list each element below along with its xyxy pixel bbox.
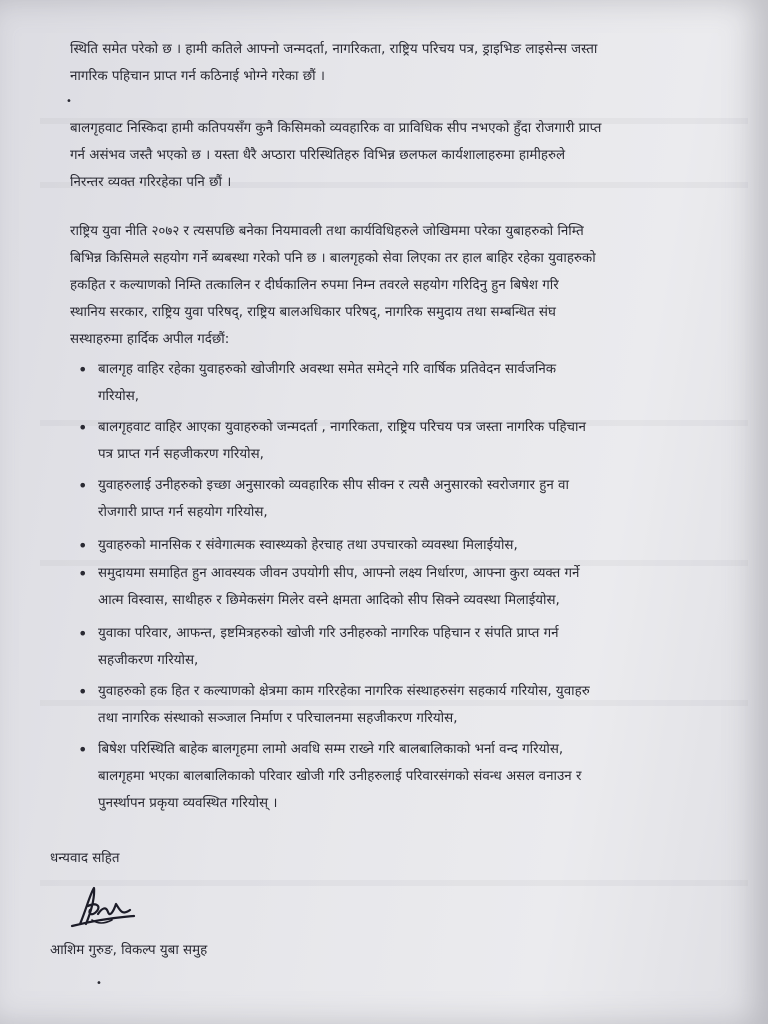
- list-item: [98, 560, 738, 614]
- text-line: रोजगारी प्राप्त गर्न सहयोग गरियोस,: [98, 505, 268, 520]
- bullet-marker: •: [78, 564, 88, 583]
- text-line: युवाहरुको हक हित र कल्याणको क्षेत्रमा काम गरिरहेका नागरिक संस्थाहरुसंग सहकार्य गरियोस, युवाहरु: [98, 684, 590, 699]
- bullet-marker: •: [78, 360, 88, 379]
- text-line: पत्र प्राप्त गर्न सहजीकरण गरियोस,: [98, 447, 264, 462]
- bullet-marker: •: [78, 476, 88, 495]
- bullet-marker: •: [78, 536, 88, 555]
- list-item: [98, 472, 738, 526]
- text-line: आत्म विस्वास, साथीहरु र छिमेकसंग मिलेर वस्ने क्षमता आदिको सीप सिक्ने व्यवस्था मिलाईयोस,: [98, 593, 560, 608]
- text-line: बालगृहमा भएका बालबालिकाको परिवार खोजी गरि उनीहरुलाई परिवारसंगको संवन्ध असल वनाउन र: [98, 769, 582, 784]
- text-line: हकहित र कल्याणको निम्ति तत्कालिन र दीर्घकालिन रुपमा निम्न तवरले सहयोग गरिदिनु हुन बिषेश गरि: [70, 278, 559, 293]
- text-line: राष्ट्रिय युवा नीति २०७२ र त्यसपछि बनेका नियमावली तथा कार्यविधिहरुले जोखिममा परेका युबाहरुको निम्ति: [70, 224, 584, 239]
- text-line: बिभिन्न किसिमले सहयोग गर्ने ब्यबस्था गरेको पनि छ । बालगृहको सेवा लिएका तर हाल बाहिर रहेका युवाहरुको: [70, 251, 596, 266]
- signature-icon: [68, 880, 138, 932]
- text-line: बालगृहवाट निस्किदा हामी कतिपयसँग कुनै किसिमको व्यवहारिक वा प्राविधिक सीप नभएको हुँदा रोजगारी प्राप्त: [70, 121, 602, 136]
- text-line: निरन्तर व्यक्त गरिरहेका पनि छौं ।: [70, 175, 232, 190]
- text-line: स्थानिय सरकार, राष्ट्रिय युवा परिषद्, राष्ट्रिय बालअधिकार परिषद्, नागरिक समुदाय तथा सम्बन्धित संघ: [70, 305, 556, 320]
- text-line: पुनर्स्थापन प्रकृया व्यवस्थित गरियोस् ।: [98, 796, 278, 811]
- paragraph-youth-policy-appeal: [70, 218, 735, 353]
- paragraph-identity-difficulty: [70, 36, 735, 90]
- ink-dot: •: [66, 96, 72, 107]
- text-line: नागरिक पहिचान प्राप्त गर्न कठिनाई भोग्ने गरेका छौं ।: [70, 69, 325, 84]
- text-line: सस्थाहरुमा हार्दिक अपील गर्दछौं:: [70, 332, 230, 347]
- signatory-name: आशिम गुरुङ, विकल्प युबा समुह: [50, 943, 208, 958]
- bleed-through: [40, 880, 748, 886]
- text-line: बालगृह वाहिर रहेका युवाहरुको खोजीगरि अवस्था समेत समेट्ने गरि वार्षिक प्रतिवेदन सार्वजनिक: [98, 362, 557, 377]
- bullet-marker: •: [78, 624, 88, 643]
- list-item: [98, 620, 738, 674]
- ink-dot: •: [96, 978, 102, 989]
- bullet-marker: •: [78, 418, 88, 437]
- bullet-marker: •: [78, 740, 88, 759]
- text-line: युवाहरुलाई उनीहरुको इच्छा अनुसारको व्यवहारिक सीप सीक्न र त्यसै अनुसारको स्वरोजगार हुन वा: [98, 478, 569, 493]
- paragraph-skills-employment: [70, 115, 735, 196]
- text-line: युवाका परिवार, आफन्त, इष्टमित्रहरुको खोजी गरि उनीहरुको नागरिक पहिचान र संपति प्राप्त गर्न: [98, 626, 559, 641]
- text-line: युवाहरुको मानसिक र संवेगात्मक स्वास्थ्यको हेरचाह तथा उपचारको व्यवस्था मिलाईयोस,: [98, 538, 518, 553]
- text-line: गर्न असंभव जस्तै भएको छ । यस्ता धैरै अप्ठारा परिस्थितिहरु विभिन्न छलफल कार्यशालाहरुमा हामीहरुले: [70, 148, 566, 163]
- text-line: गरियोस,: [98, 389, 140, 404]
- list-item: [98, 356, 738, 410]
- bullet-marker: •: [78, 682, 88, 701]
- text-line: समुदायमा समाहित हुन आवस्यक जीवन उपयोगी सीप, आफ्नो लक्ष्य निर्धारण, आफ्ना कुरा व्यक्त गर्ने: [98, 566, 580, 581]
- list-item: [98, 414, 738, 468]
- text-line: बालगृहवाट वाहिर आएका युवाहरुको जन्मदर्ता , नागरिकता, राष्ट्रिय परिचय पत्र जस्ता नागरिक पहिचान: [98, 420, 586, 435]
- text-line: तथा नागरिक संस्थाको सञ्जाल निर्माण र परिचालनमा सहजीकरण गरियोस,: [98, 711, 458, 726]
- text-line: सहजीकरण गरियोस,: [98, 653, 199, 668]
- list-item: [98, 532, 738, 559]
- text-line: स्थिति समेत परेको छ । हामी कतिले आफ्नो जन्मदर्ता, नागरिकता, राष्ट्रिय परिचय पत्र, ड्राइभिङ लाइसेन्स जस्ता: [70, 42, 598, 57]
- list-item: [98, 678, 738, 732]
- list-item: [98, 736, 738, 817]
- text-line: बिषेश परिस्थिति बाहेक बालगृहमा लामो अवधि सम्म राख्ने गरि बालबालिकाको भर्ना वन्द गरियोस,: [98, 742, 564, 757]
- closing-thanks: धन्यवाद सहित: [50, 851, 120, 866]
